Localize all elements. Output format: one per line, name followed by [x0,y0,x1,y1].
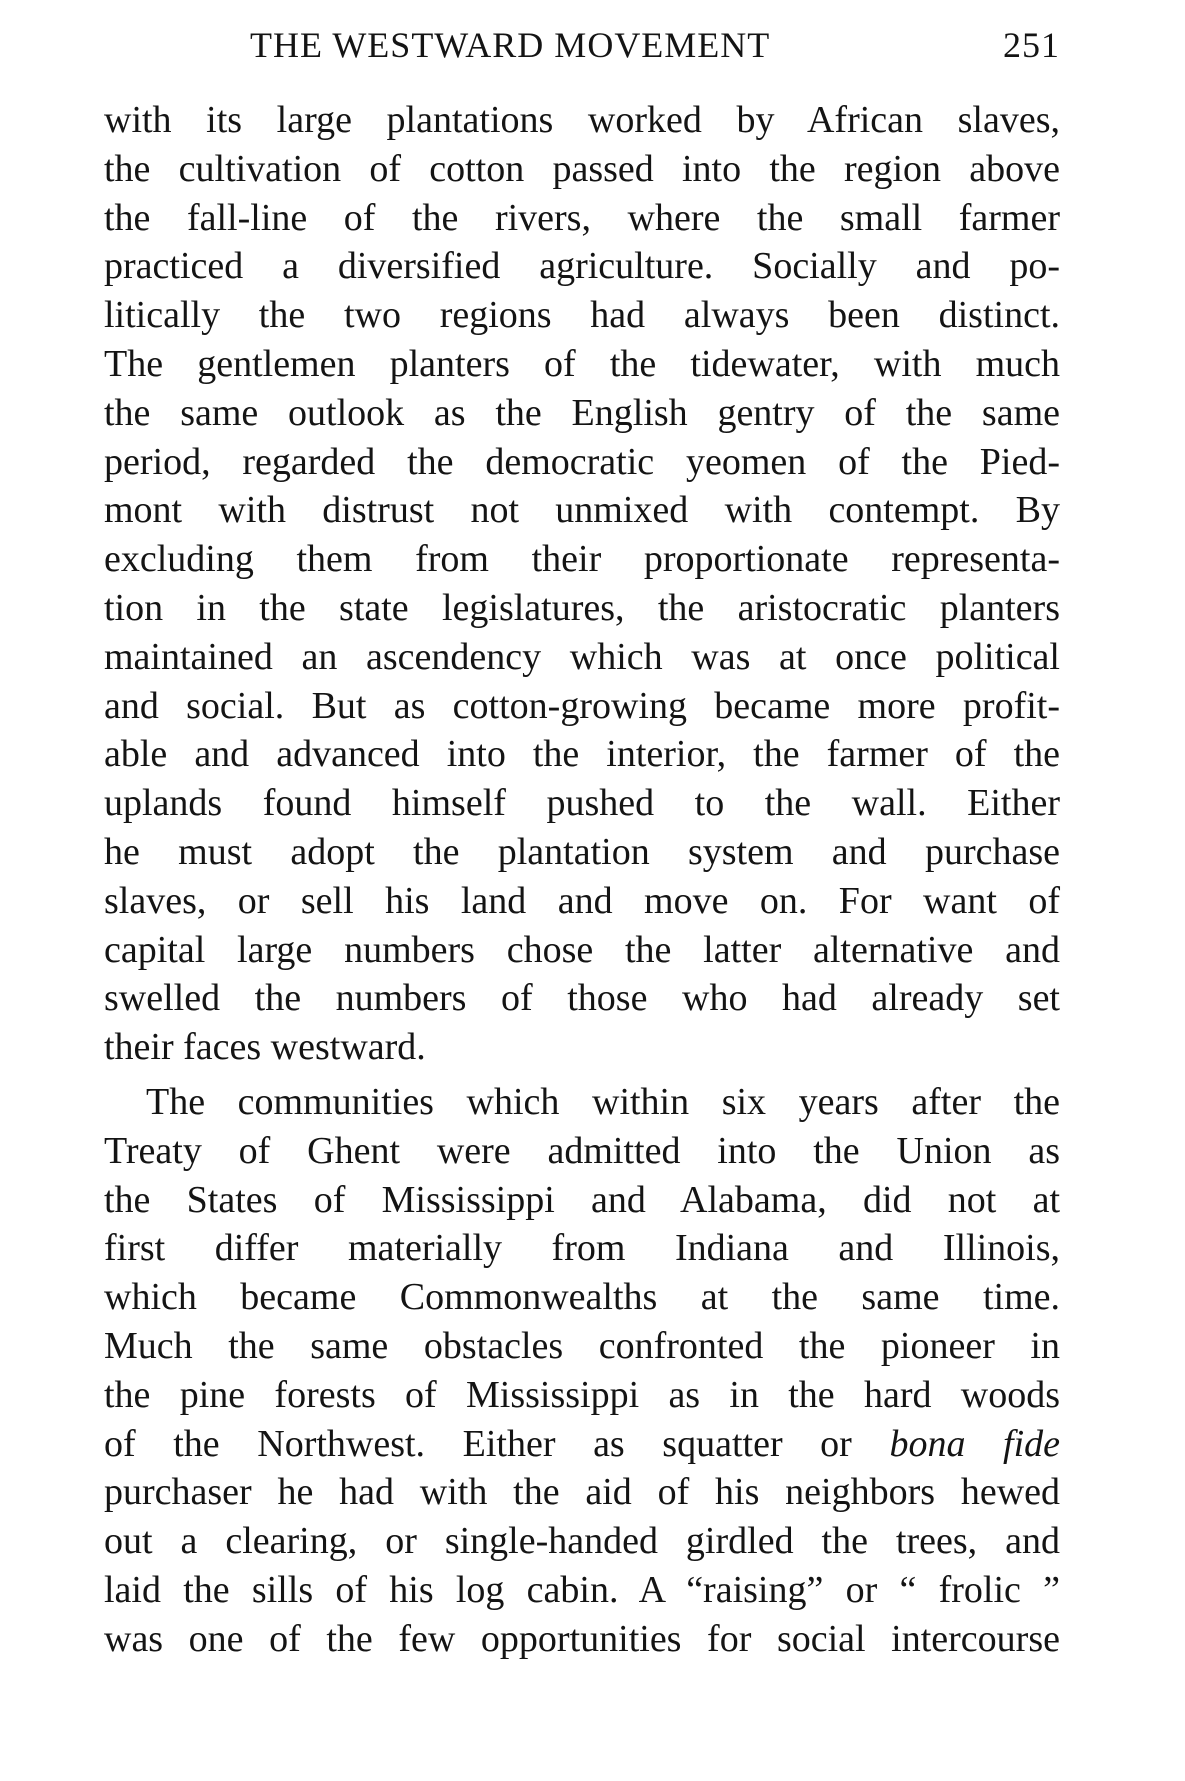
text-line: The gentlemen planters of the tidewater, with much [104,342,1060,385]
text-line: able and advanced into the interior, the farmer of the [104,733,1060,776]
text-line: purchaser he had with the aid of his neighbors hewed [104,1471,1060,1514]
text-line: the cultivation of cotton passed into the region above [104,147,1060,190]
text-line: maintained an ascendency which was at once political [104,635,1060,678]
text-line: capital large numbers chose the latter alternative and [104,928,1060,971]
text-line: with its large plantations worked by African slaves, [104,99,1060,141]
text-line: excluding them from their proportionate representa- [104,538,1060,581]
page-number: 251 [1003,25,1060,65]
text-line: their faces westward. [104,1026,426,1069]
body-text [104,96,1060,1664]
text-line: litically the two regions had always been distinct. [104,294,1060,337]
running-head [250,20,1060,70]
paragraph-2 [104,1078,1060,1664]
text-line: mont with distrust not unmixed with contempt. By [104,489,1060,532]
text-line: the pine forests of Mississippi as in the hard woods [104,1373,1060,1416]
paragraph-1 [104,96,1060,1072]
text-line: uplands found himself pushed to the wall. Either [104,782,1060,825]
text-line: the States of Mississippi and Alabama, did not at [104,1178,1060,1221]
text-line: tion in the state legislatures, the aristocratic planters [104,586,1060,629]
text-line: was one of the few opportunities for social intercourse [104,1617,1060,1660]
text-line: first differ materially from Indiana and Illinois, [104,1227,1060,1270]
text-line: the fall-line of the rivers, where the small farmer [104,196,1060,239]
text-line: The communities which within six years after the [146,1080,1060,1123]
text-segment: of the Northwest. Either as squatter or [104,1422,852,1465]
text-line: out a clearing, or single-handed girdled the trees, and [104,1520,1060,1563]
text-line: Treaty of Ghent were admitted into the Union as [104,1129,1060,1172]
running-title: THE WESTWARD MOVEMENT [250,25,771,65]
text-line: Much the same obstacles confronted the pioneer in [104,1324,1060,1367]
text-line: he must adopt the plantation system and purchase [104,830,1060,873]
text-line: period, regarded the democratic yeomen of the Pied- [104,440,1060,483]
text-line: laid the sills of his log cabin. A “raising” or “ frolic ” [104,1568,1060,1611]
text-line: swelled the numbers of those who had already set [104,977,1060,1020]
text-line-with-italic [104,1420,1060,1469]
text-line: slaves, or sell his land and move on. For want of [104,879,1060,922]
text-line: the same outlook as the English gentry of the same [104,391,1060,434]
text-line: and social. But as cotton-growing became more profit- [104,684,1060,727]
text-line: which became Commonwealths at the same time. [104,1276,1060,1319]
italic-phrase: bona fide [889,1422,1061,1465]
text-line: practiced a diversified agriculture. Socially and po- [104,245,1060,288]
